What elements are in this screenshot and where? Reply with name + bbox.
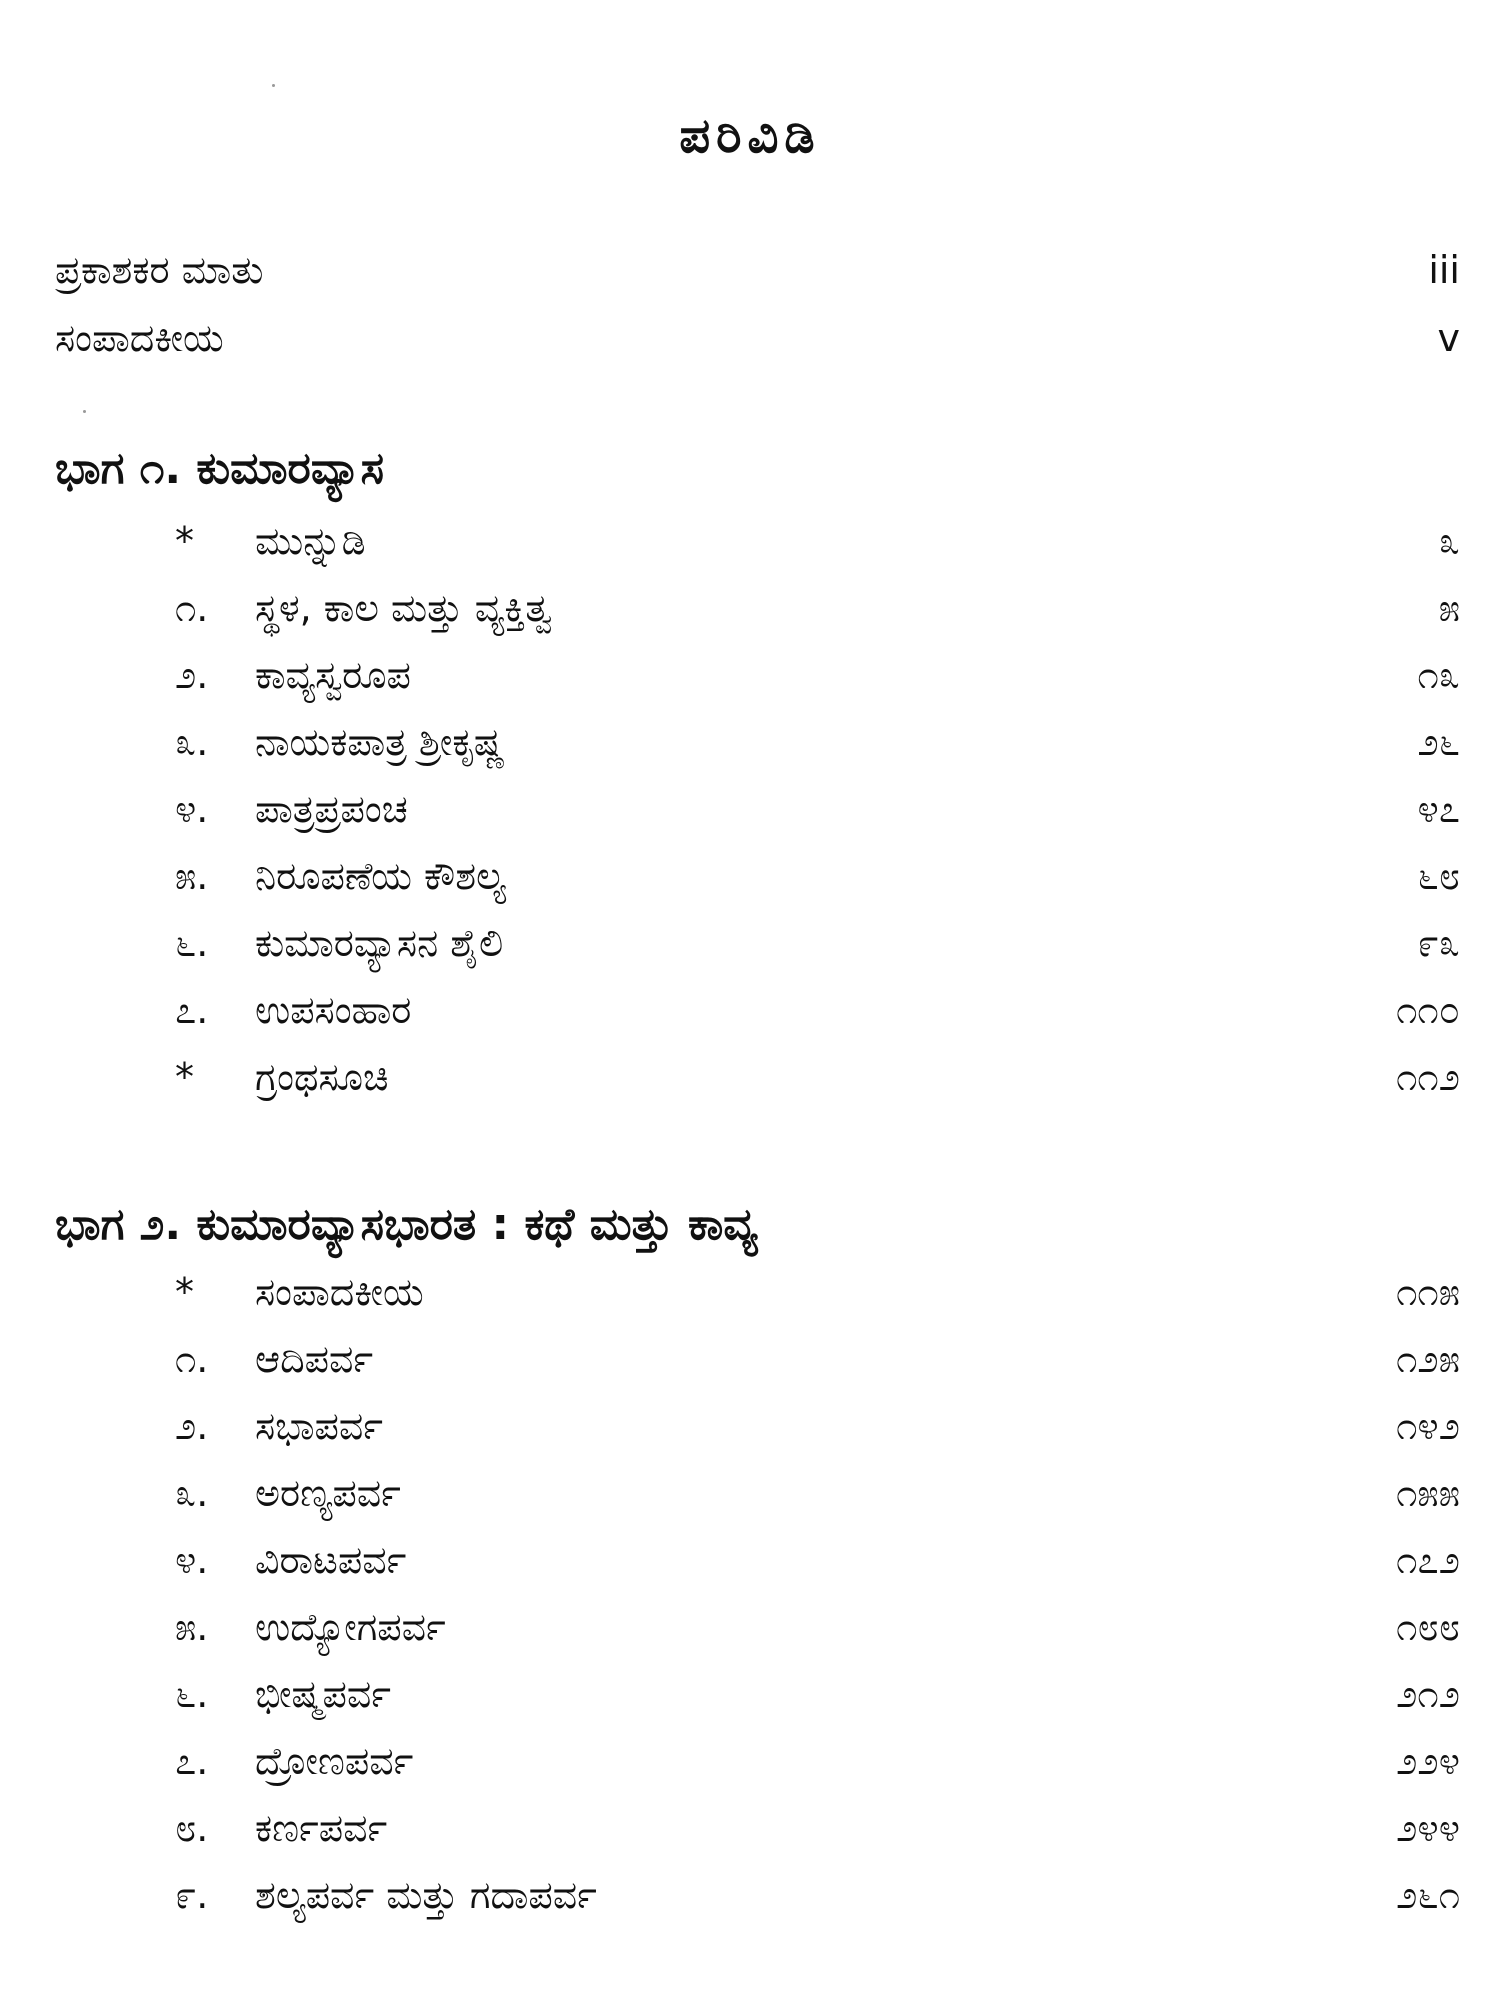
toc-entry-page: iii [1428, 248, 1460, 292]
toc-entry-page: ೧೨೫ [1396, 1337, 1460, 1381]
toc-row[interactable] [55, 511, 1460, 571]
toc-entry-label: ದ್ರೋಣಪರ್ವ [255, 1739, 414, 1783]
toc-entry-marker: ೨. [175, 653, 209, 697]
toc-entry-marker: ೭. [175, 1739, 209, 1783]
toc-row[interactable] [55, 712, 1460, 772]
toc-entry-label: ಸಭಾಪರ್ವ [255, 1404, 383, 1448]
toc-row[interactable] [55, 578, 1460, 638]
paper-speck [272, 84, 275, 87]
toc-entry-page: ೧೭೨ [1396, 1538, 1460, 1582]
toc-entry-marker: * [175, 1270, 194, 1314]
page-title: ಪರಿವಿಡಿ [679, 108, 821, 164]
toc-entry-page: ೧೪೨ [1396, 1404, 1460, 1448]
toc-row-front-0[interactable] [55, 240, 1460, 300]
toc-entry-marker: ೫. [175, 854, 209, 898]
toc-entry-marker: ೭. [175, 988, 209, 1032]
part-1-heading: ಭಾಗ ೧. ಕುಮಾರವ್ಯಾಸ [55, 443, 385, 494]
toc-entry-marker: * [175, 1055, 194, 1099]
toc-row[interactable] [55, 779, 1460, 839]
toc-entry-label: ನಾಯಕಪಾತ್ರ ಶ್ರೀಕೃಷ್ಣ [255, 720, 506, 764]
toc-entry-marker: ೪. [175, 787, 209, 831]
toc-entry-label: ಉಪಸಂಹಾರ [255, 988, 412, 1032]
toc-entry-page: ೧೩ [1417, 653, 1460, 697]
toc-row[interactable] [55, 1731, 1460, 1791]
toc-entry-label: ಕರ್ಣಪರ್ವ [255, 1806, 388, 1850]
toc-entry-label: ಪ್ರಕಾಶಕರ ಮಾತು [55, 248, 264, 292]
toc-row[interactable] [55, 1664, 1460, 1724]
toc-entry-page: ೨೧೨ [1396, 1672, 1460, 1716]
toc-entry-marker: ೪. [175, 1538, 209, 1582]
toc-entry-marker: ೩. [175, 720, 209, 764]
toc-entry-page: ೧೧೦ [1396, 988, 1460, 1032]
toc-row[interactable] [55, 913, 1460, 973]
toc-entry-label: ವಿರಾಟಪರ್ವ [255, 1538, 407, 1582]
toc-entry-page: ೨೪೪ [1396, 1806, 1460, 1850]
toc-entry-page: ೫ [1438, 586, 1460, 630]
toc-row[interactable] [55, 1597, 1460, 1657]
toc-entry-page: v [1437, 316, 1460, 360]
toc-entry-marker: ೨. [175, 1404, 209, 1448]
toc-row[interactable] [55, 1262, 1460, 1322]
toc-entry-label: ಭೀಷ್ಮಪರ್ವ [255, 1672, 391, 1716]
toc-entry-page: ೧೧೨ [1396, 1055, 1460, 1099]
toc-entry-marker: ೧. [175, 1337, 209, 1381]
toc-entry-label: ಅರಣ್ಯಪರ್ವ [255, 1471, 401, 1515]
toc-row[interactable] [55, 1530, 1460, 1590]
toc-entry-page: ೧೧೫ [1396, 1270, 1460, 1314]
toc-entry-page: ೨೨೪ [1396, 1739, 1460, 1783]
toc-entry-marker: ೬. [175, 921, 209, 965]
toc-entry-marker: ೬. [175, 1672, 209, 1716]
toc-entry-label: ಕುಮಾರವ್ಯಾಸನ ಶೈಲಿ [255, 921, 504, 965]
toc-entry-label: ಶಲ್ಯಪರ್ವ ಮತ್ತು ಗದಾಪರ್ವ [255, 1873, 597, 1917]
toc-entry-page: ೩ [1438, 519, 1460, 563]
toc-entry-marker: * [175, 519, 194, 563]
toc-row[interactable] [55, 1865, 1460, 1925]
toc-row[interactable] [55, 1396, 1460, 1456]
toc-entry-marker: ೩. [175, 1471, 209, 1515]
toc-entry-marker: ೯. [175, 1873, 209, 1917]
toc-entry-page: ೪೭ [1417, 787, 1460, 831]
toc-entry-label: ಕಾವ್ಯಸ್ವರೂಪ [255, 653, 411, 697]
toc-entry-label: ಸಂಪಾದಕೀಯ [255, 1270, 424, 1314]
toc-row[interactable] [55, 846, 1460, 906]
toc-entry-marker: ೧. [175, 586, 209, 630]
part-2-heading: ಭಾಗ ೨. ಕುಮಾರವ್ಯಾಸಭಾರತ : ಕಥೆ ಮತ್ತು ಕಾವ್ಯ [55, 1199, 758, 1250]
toc-entry-label: ಸ್ಥಳ, ಕಾಲ ಮತ್ತು ವ್ಯಕ್ತಿತ್ವ [255, 586, 553, 630]
toc-entry-label: ಉದ್ಯೋಗಪರ್ವ [255, 1605, 446, 1649]
toc-entry-label: ಆದಿಪರ್ವ [255, 1337, 374, 1381]
toc-entry-page: ೧೫೫ [1396, 1471, 1460, 1515]
paper-speck [83, 410, 86, 413]
toc-entry-marker: ೫. [175, 1605, 209, 1649]
toc-row-front-1[interactable] [55, 308, 1460, 368]
toc-row[interactable] [55, 1329, 1460, 1389]
toc-entry-page: ೯೩ [1417, 921, 1460, 965]
toc-entry-label: ನಿರೂಪಣೆಯ ಕೌಶಲ್ಯ [255, 854, 506, 898]
toc-row[interactable] [55, 980, 1460, 1040]
toc-entry-page: ೨೬೧ [1396, 1873, 1460, 1917]
toc-entry-marker: ೮. [175, 1806, 209, 1850]
toc-entry-page: ೧೮೮ [1396, 1605, 1460, 1649]
toc-entry-label: ಪಾತ್ರಪ್ರಪಂಚ [255, 787, 408, 831]
toc-row[interactable] [55, 1047, 1460, 1107]
toc-entry-page: ೨೬ [1417, 720, 1460, 764]
toc-row[interactable] [55, 1798, 1460, 1858]
toc-entry-label: ಸಂಪಾದಕೀಯ [55, 316, 224, 360]
toc-entry-label: ಗ್ರಂಥಸೂಚಿ [255, 1055, 389, 1099]
toc-row[interactable] [55, 645, 1460, 705]
toc-entry-page: ೬೮ [1417, 854, 1460, 898]
toc-row[interactable] [55, 1463, 1460, 1523]
toc-entry-label: ಮುನ್ನುಡಿ [255, 519, 366, 563]
